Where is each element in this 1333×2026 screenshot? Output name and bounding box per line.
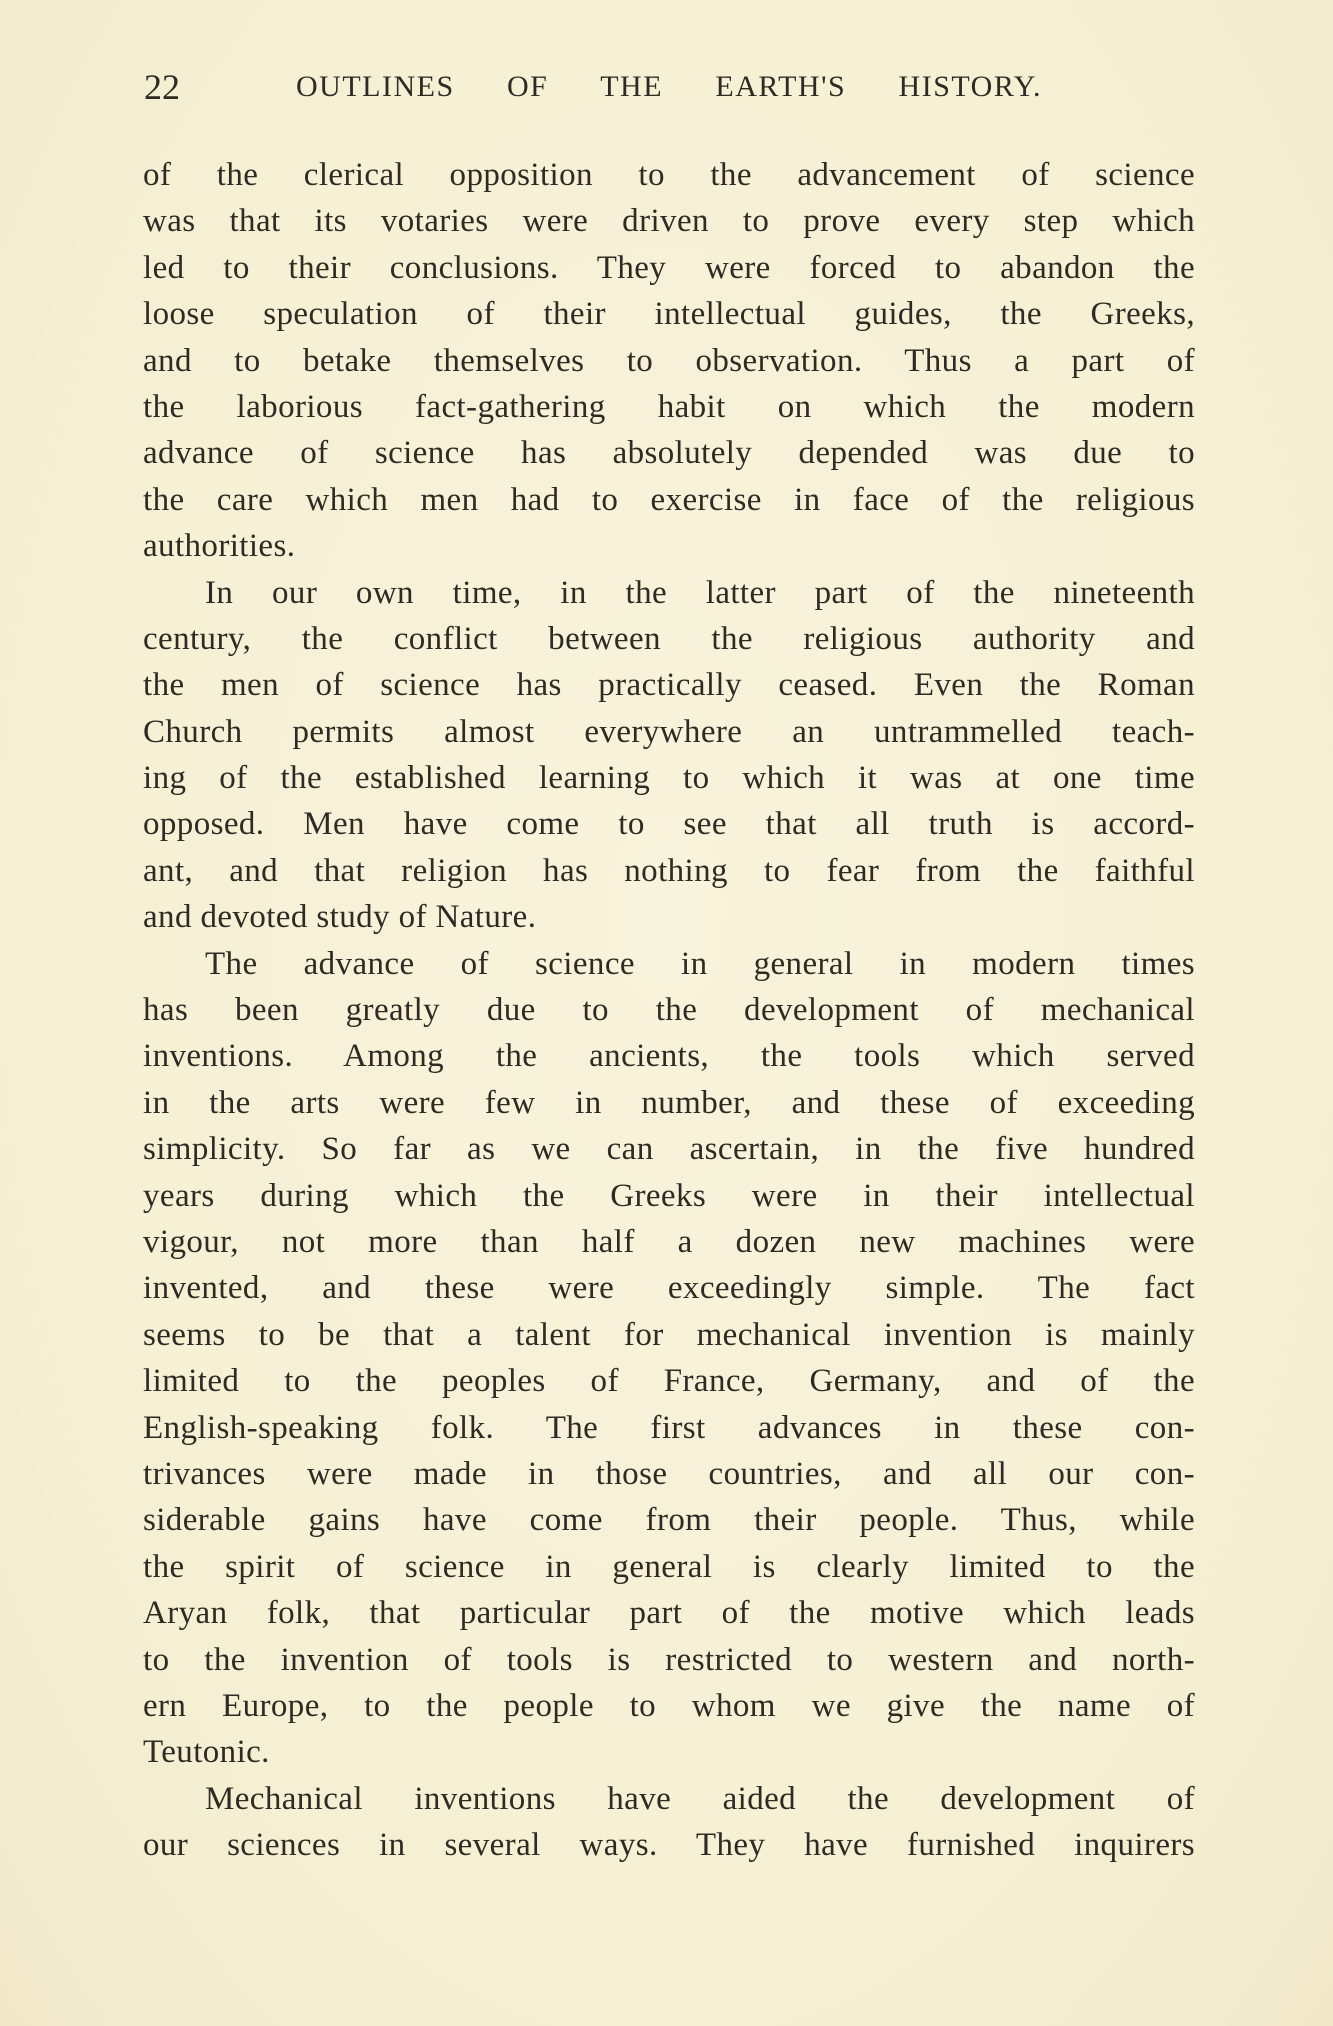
text-line: was that its votaries were driven to prove every step which — [143, 203, 1195, 240]
paragraph — [143, 152, 1195, 570]
text-line: the care which men had to exercise in face of the religious — [143, 481, 1195, 518]
text-line: siderable gains have come from their people. Thus, while — [143, 1502, 1195, 1539]
text-line: has been greatly due to the development of mechanical — [143, 992, 1195, 1029]
text-line: loose speculation of their intellectual guides, the Greeks, — [143, 296, 1195, 333]
text-line: seems to be that a talent for mechanical invention is mainly — [143, 1316, 1195, 1353]
text-line: in the arts were few in number, and these of exceeding — [143, 1084, 1195, 1121]
text-line: limited to the peoples of France, Germany, and of the — [143, 1363, 1195, 1400]
text-line: ing of the established learning to which it was at one time — [143, 760, 1195, 797]
text-line: authorities. — [143, 528, 296, 565]
text-line: invented, and these were exceedingly simple. The fact — [143, 1270, 1195, 1307]
text-line: opposed. Men have come to see that all truth is accord- — [143, 806, 1195, 843]
text-line: English-speaking folk. The first advances in these con- — [143, 1409, 1195, 1446]
text-line: the men of science has practically ceased. Even the Roman — [143, 667, 1195, 704]
text-line: and devoted study of Nature. — [143, 899, 537, 936]
text-line: led to their conclusions. They were forced to abandon the — [143, 249, 1195, 286]
text-line: Church permits almost everywhere an untrammelled teach- — [143, 713, 1195, 750]
text-line: the laborious fact-gathering habit on which the modern — [143, 388, 1195, 425]
running-title: OUTLINES OF THE EARTH'S HISTORY. — [296, 70, 1042, 103]
text-line: Teutonic. — [143, 1734, 270, 1771]
page-body — [143, 152, 1195, 1868]
text-line: our sciences in several ways. They have furnished inquirers — [143, 1827, 1195, 1864]
text-line: simplicity. So far as we can ascertain, in the five hundred — [143, 1131, 1195, 1168]
text-line: vigour, not more than half a dozen new machines were — [143, 1223, 1195, 1260]
text-line: ant, and that religion has nothing to fear from the faithful — [143, 852, 1195, 889]
text-line: advance of science has absolutely depended was due to — [143, 435, 1195, 472]
paragraph — [143, 1776, 1195, 1869]
text-line: inventions. Among the ancients, the tools which served — [143, 1038, 1195, 1075]
text-line: ern Europe, to the people to whom we give the name of — [143, 1687, 1195, 1724]
paragraph — [143, 570, 1195, 941]
text-line: to the invention of tools is restricted to western and north- — [143, 1641, 1195, 1678]
text-line: The advance of science in general in modern times — [205, 945, 1195, 982]
text-line: trivances were made in those countries, and all our con- — [143, 1455, 1195, 1492]
text-line: and to betake themselves to observation. Thus a part of — [143, 342, 1195, 379]
text-line: Aryan folk, that particular part of the motive which leads — [143, 1595, 1195, 1632]
page-number: 22 — [144, 67, 180, 107]
paragraph — [143, 941, 1195, 1776]
text-line: the spirit of science in general is clearly limited to the — [143, 1548, 1195, 1585]
text-line: century, the conflict between the religious authority and — [143, 620, 1195, 657]
text-line: years during which the Greeks were in their intellectual — [143, 1177, 1195, 1214]
text-line: Mechanical inventions have aided the development of — [205, 1780, 1195, 1817]
text-line: In our own time, in the latter part of the nineteenth — [205, 574, 1195, 611]
text-line: of the clerical opposition to the advancement of science — [143, 157, 1195, 193]
